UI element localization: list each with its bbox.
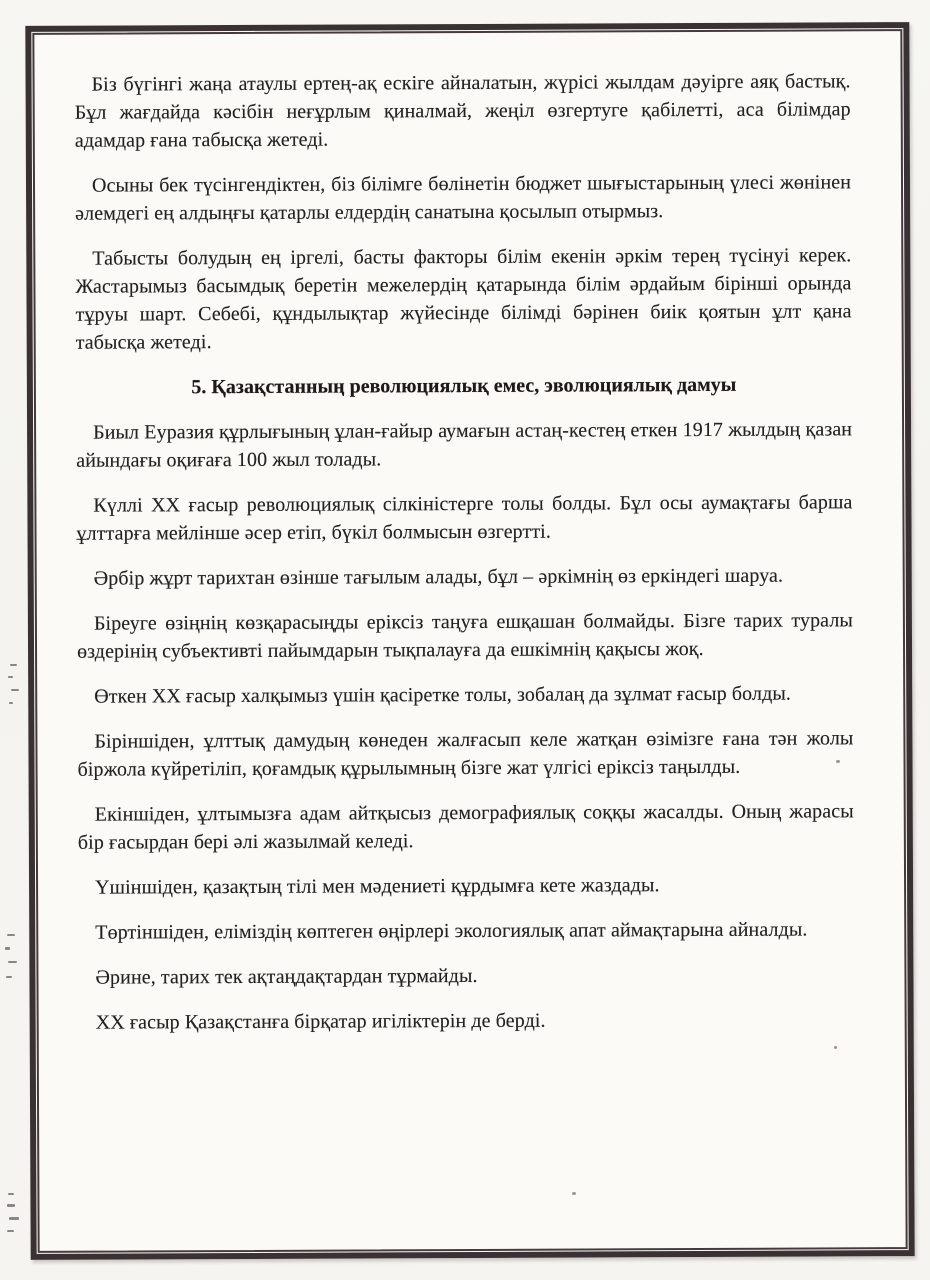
scan-artifact-mark [4,932,20,990]
scan-speck [572,1192,576,1195]
paragraph: Өткен XX ғасыр халқымыз үшін қасіретке толы, зобалаң да зұлмат ғасыр болды. [94,682,792,708]
paragraph: Осыны бек түсінгендіктен, біз білімге бөлінетін бюджет шығыстарының үлесі жөнінен әлемдегі ең алдыңғы қатарлы елдердің санатына қосылып отырмыз. [75,171,852,225]
paragraph: Әрбір жұрт тарихтан өзінше тағылым алады, бұл – әркімнің өз еркіндегі шаруа. [93,564,784,590]
scan-artifact-mark [5,1192,21,1244]
paragraph: Біріншіден, ұлттық дамудың көнеден жалғасып келе жатқан өзімізге ғана тән жолы біржола күйретіліп, қоғамдық құрылымның бізге жат үлгісі еріксіз таңылды. [77,727,854,781]
paragraph: Үшіншіден, қазақтың тілі мен мәдениеті құрдымға кете жаздады. [95,874,660,899]
scan-speck [834,1046,837,1049]
scan-artifact-mark [6,662,20,710]
paragraph: Күллі XX ғасыр революциялық сілкіністерге толы болды. Бұл осы аумақтағы барша ұлттарға мейлінше әсер етіп, бүкіл болмысын өзгертті. [76,491,853,545]
paragraph: Төртіншіден, еліміздің көптеген өңірлері экологиялық апат аймақтарына айналды. [95,918,808,944]
paragraph: Әрине, тарих тек ақтаңдақтардан тұрмайды. [95,964,478,989]
paragraph: XX ғасыр Қазақстанға бірқатар игіліктерін де берді. [95,1009,546,1034]
paragraph: Биыл Еуразия құрлығының ұлан-ғайыр аумағын астаң-кестең еткен 1917 жылдың қазан айындағы оқиғаға 100 жыл толады. [76,418,853,472]
page-border [25,22,914,1260]
page-border-inner-line [32,29,907,1253]
page-text-body [34,31,905,1251]
paragraph: Біреуге өзіңнің көзқарасыңды еріксіз таңуға ешқашан болмайды. Бізге тарих туралы өздерінің субъективті пайымдарын тықпалауға да ешкімнің қақысы жоқ. [76,609,853,663]
section-heading: 5. Қазақстанның революциялық емес, эволюциялық дамуы [191,373,737,399]
paragraph: Табысты болудың ең іргелі, басты факторы білім екенін әркім терең түсінуі керек. Жастарымыз басымдық беретін межелердің қатарында білім әрдайым бірінші орында тұруы шарт. Себебі, құндылықтар жүйесінде білімді бәрінен биік қоятын ұлт қана табысқа жетеді. [75,244,852,354]
paragraph: Екіншіден, ұлтымызға адам айтқысыз демографиялық соққы жасалды. Оның жарасы бір ғасырдан бері әлі жазылмай келеді. [77,800,854,854]
scan-speck [836,760,840,763]
paragraph: Біз бүгінгі жаңа атаулы ертең-ақ ескіге айналатын, жүрісі жылдам дәуірге аяқ бастық. Бұл жағдайда кәсібін неғұрлым қиналмай, жеңіл өзгертуге қабілетті, аса білімдар адамдар ғана табысқа жетеді. [74,70,851,152]
